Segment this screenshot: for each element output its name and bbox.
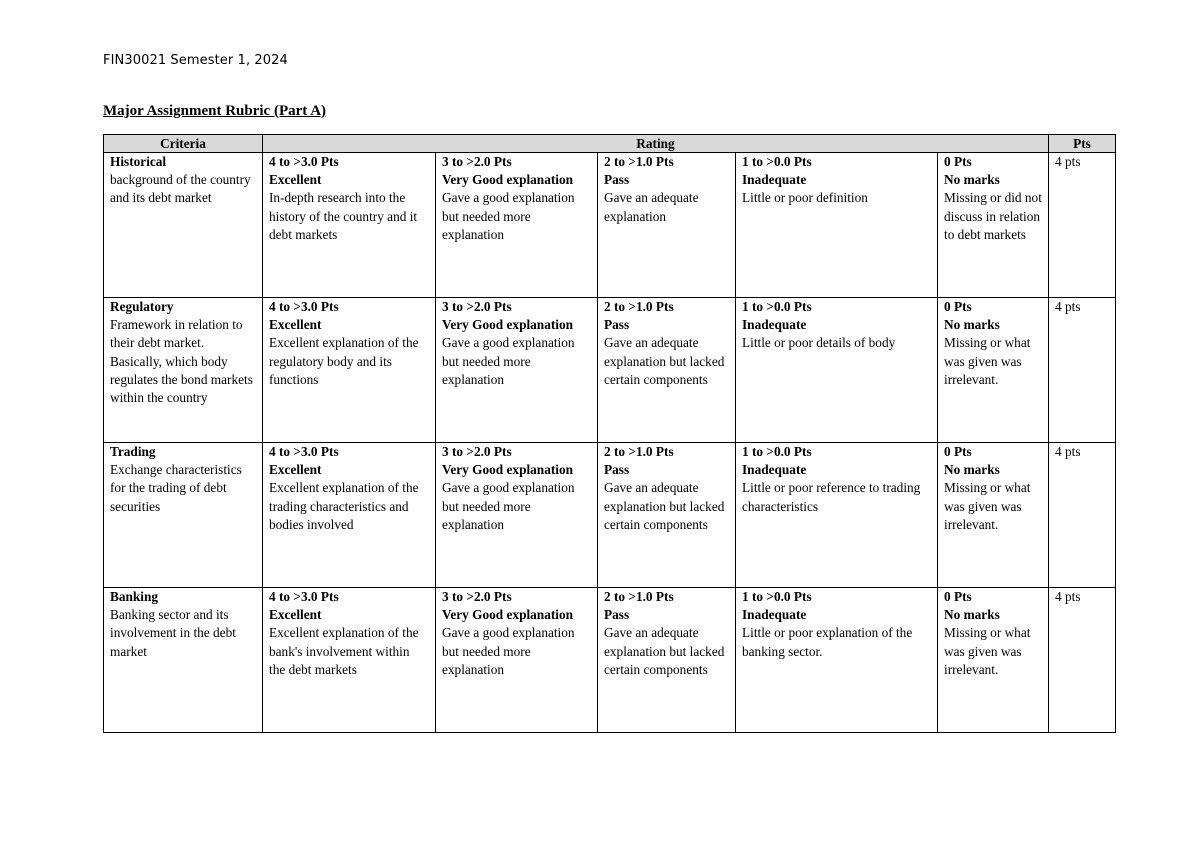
rating-cell [598,298,736,443]
rating-range: 1 to >0.0 Pts [742,444,812,459]
rating-desc: Little or poor explanation of the banking sector. [742,625,913,659]
criterion-desc: background of the country and its debt market [110,172,251,206]
rubric-table [103,134,1116,733]
rating-cell [736,588,938,733]
rating-desc: Gave a good explanation but needed more explanation [442,335,575,387]
rating-desc: Gave an adequate explanation but lacked certain components [604,335,725,387]
rating-cell [598,588,736,733]
rating-range: 3 to >2.0 Pts [442,154,512,169]
rating-cell [436,298,598,443]
rating-cell [263,298,436,443]
rating-range: 1 to >0.0 Pts [742,154,812,169]
rating-label: Inadequate [742,172,807,188]
rating-range: 1 to >0.0 Pts [742,299,812,314]
table-row [104,298,1116,443]
rating-cell [263,153,436,298]
rating-range: 2 to >1.0 Pts [604,444,674,459]
rating-label: Excellent [269,172,322,188]
rating-range: 4 to >3.0 Pts [269,299,339,314]
rating-cell [938,588,1049,733]
rating-cell [938,443,1049,588]
rating-range: 3 to >2.0 Pts [442,589,512,604]
table-row [104,153,1116,298]
criterion-desc: Exchange characteristics for the trading of debt securities [110,462,242,514]
rating-label: No marks [944,607,1000,623]
criterion-name: Regulatory [110,299,174,314]
rating-cell [938,153,1049,298]
page-title: Major Assignment Rubric (Part A) [103,103,327,119]
rating-cell [938,298,1049,443]
rating-range: 2 to >1.0 Pts [604,154,674,169]
rating-range: 0 Pts [944,589,972,604]
rating-desc: Gave a good explanation but needed more explanation [442,190,575,242]
rating-desc: Missing or what was given was irrelevant. [944,625,1031,677]
rating-label: Very Good explanation [442,317,574,333]
rating-cell [598,443,736,588]
table-row [104,588,1116,733]
criterion-name: Banking [110,589,159,604]
rating-desc: Gave an adequate explanation but lacked certain components [604,480,725,532]
rating-desc: Missing or did not discuss in relation to debt markets [944,190,1042,242]
rating-label: Pass [604,317,630,333]
rating-desc: Missing or what was given was irrelevant. [944,335,1031,387]
pts-cell: 4 pts [1049,588,1116,733]
pts-cell: 4 pts [1049,298,1116,443]
rating-cell [263,588,436,733]
pts-cell: 4 pts [1049,443,1116,588]
rating-label: Excellent [269,317,322,333]
rating-range: 4 to >3.0 Pts [269,444,339,459]
rating-label: Very Good explanation [442,172,574,188]
criterion-name: Historical [110,154,167,169]
table-row [104,443,1116,588]
rating-desc: Gave an adequate explanation [604,190,699,224]
rating-range: 0 Pts [944,444,972,459]
rating-desc: Gave a good explanation but needed more explanation [442,625,575,677]
rating-label: Inadequate [742,317,807,333]
rating-range: 0 Pts [944,299,972,314]
criterion-cell [104,443,263,588]
rating-cell [736,153,938,298]
criterion-name: Trading [110,444,156,459]
criteria-header: Criteria [104,135,263,153]
rating-label: Excellent [269,607,322,623]
rating-label: Pass [604,172,630,188]
criterion-cell [104,153,263,298]
rating-range: 3 to >2.0 Pts [442,444,512,459]
rating-desc: Excellent explanation of the trading characteristics and bodies involved [269,480,419,532]
rating-cell [436,443,598,588]
rating-desc: Gave a good explanation but needed more explanation [442,480,575,532]
rating-cell [736,298,938,443]
rating-label: Excellent [269,462,322,478]
criterion-cell [104,298,263,443]
rating-desc: In-depth research into the history of the country and it debt markets [269,190,418,242]
rating-cell [736,443,938,588]
rating-cell [436,588,598,733]
rating-range: 1 to >0.0 Pts [742,589,812,604]
rating-range: 2 to >1.0 Pts [604,299,674,314]
rating-range: 0 Pts [944,154,972,169]
pts-header: Pts [1049,135,1116,153]
rating-desc: Excellent explanation of the regulatory body and its functions [269,335,419,387]
rating-range: 2 to >1.0 Pts [604,589,674,604]
header-row [104,135,1116,153]
rating-range: 4 to >3.0 Pts [269,154,339,169]
rating-label: Very Good explanation [442,607,574,623]
course-header: FIN30021 Semester 1, 2024 [103,53,288,68]
criterion-desc: Framework in relation to their debt market. Basically, which body regulates the bond markets within the country [110,317,253,406]
rating-desc: Missing or what was given was irrelevant. [944,480,1031,532]
rating-label: Very Good explanation [442,462,574,478]
rating-label: Pass [604,607,630,623]
rating-label: No marks [944,462,1000,478]
rating-label: Pass [604,462,630,478]
rating-cell [263,443,436,588]
rating-desc: Little or poor details of body [742,335,896,351]
criterion-desc: Banking sector and its involvement in the debt market [110,607,236,659]
rating-header: Rating [263,135,1049,153]
rating-desc: Little or poor reference to trading characteristics [742,480,921,514]
rating-cell [436,153,598,298]
rating-label: Inadequate [742,607,807,623]
rating-range: 3 to >2.0 Pts [442,299,512,314]
rating-range: 4 to >3.0 Pts [269,589,339,604]
rating-desc: Excellent explanation of the bank's involvement within the debt markets [269,625,419,677]
rating-desc: Gave an adequate explanation but lacked certain components [604,625,725,677]
rating-label: Inadequate [742,462,807,478]
rating-label: No marks [944,317,1000,333]
criterion-cell [104,588,263,733]
rating-cell [598,153,736,298]
rating-desc: Little or poor definition [742,190,868,206]
rating-label: No marks [944,172,1000,188]
pts-cell: 4 pts [1049,153,1116,298]
